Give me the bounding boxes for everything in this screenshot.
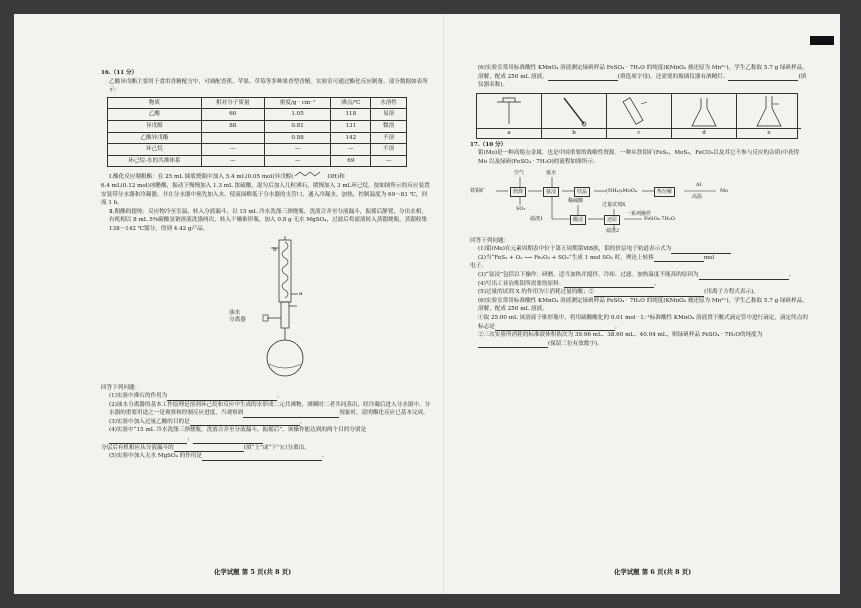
- answer-blank[interactable]: [671, 247, 731, 254]
- answer-blank[interactable]: [478, 341, 548, 348]
- step-1-body: 6.4 mL(0.12 mol)冰醋酸，振动下慢慢加入 1.3 mL 浓硫酸，混匀后加入几粒沸石，缓慢加入 3 mL环己烷，按如图所示的反应装置安装带分水器和冷凝器，并在分水器中预先加入水，使液面略低于分水器的支管口，通入冷凝水，加热，控制温度为 69～81 ℃，回流 1 h。: [101, 182, 430, 207]
- question-16-4-sep: ；: [187, 436, 193, 443]
- answer-blank[interactable]: [109, 437, 187, 444]
- question-16-5-text: (5)实验中加入无水 MgSO₄ 的作用是: [109, 453, 202, 460]
- reflux-apparatus-drawing: [101, 236, 431, 382]
- flow-ammonia: 氨水: [546, 169, 557, 176]
- table-cell: 环己烷: [108, 144, 202, 156]
- flow-mo: Mo: [720, 187, 729, 194]
- question-17-5-text: (5)过量的试剂 X 的作用为①消耗过量的酸；②: [478, 289, 595, 296]
- question-16-3: (3)实验中加入过量乙酸的目的是 。: [109, 418, 306, 425]
- process-flowchart: [470, 169, 810, 235]
- answer-blank[interactable]: [190, 419, 300, 426]
- question-17-3-text: (3)“氨浸”包括以下操作：研磨、适当加热并搅拌、冷却、过滤。加热温度不能高的原因为: [478, 271, 699, 278]
- question-16-4: [101, 426, 431, 443]
- option-e-cell[interactable]: [737, 94, 801, 138]
- option-e-label: e: [737, 128, 801, 137]
- question-16-6-text: (6)实验室常用标准酸性 KMnO₄ 溶液测定绿矾样品 FeSO₄ · 7H₂O 的纯度(KMnO₄ 被还原为 Mn²⁺)，学生乙称取 5.7 g 绿矾样品，溶解，配成 250 mL 溶液。: [478, 65, 808, 80]
- option-b-cell[interactable]: [542, 94, 607, 138]
- question-17-1-text: (1)钼(Mo)在元素周期表中位于第五周期第ⅥB族，钼的价层电子轨道表示式为: [478, 246, 672, 253]
- table-cell: 乙酸: [108, 109, 202, 121]
- question-17-5: [470, 288, 810, 297]
- table-cell: 不溶: [371, 132, 407, 144]
- question-16-4b: [101, 444, 431, 453]
- page-6-footer: 化学试题 第 6 页(共 8 页): [614, 568, 692, 576]
- table-cell: —: [331, 144, 371, 156]
- table-row: [108, 109, 407, 121]
- answer-intro-17: 回答下列问题：: [470, 237, 510, 244]
- question-17-title: 17.（10 分）: [470, 141, 507, 148]
- flow-ore: 铁钼矿: [470, 187, 486, 194]
- properties-table: [107, 97, 407, 168]
- suction-flask-icon: [737, 94, 801, 128]
- table-row: [108, 120, 407, 132]
- table-cell: 60: [201, 109, 264, 121]
- flow-high-temp: 高温: [692, 193, 703, 200]
- question-17-6-2-tail: (保留三位有效数字)。: [548, 340, 603, 347]
- flow-product: FeSO₄·7H₂O: [644, 215, 675, 222]
- question-17-6-2-text: ②三次实验所消耗的标准液体积依次为 39.96 mL、38.60 mL、40.04 mL，则绿矾样品 FeSO₄ · 7H₂O的纯度为: [478, 332, 763, 339]
- question-17-intro: 钼(Mo)是一种高熔点金属，也是中国重要的战略性资源。一种从铁钼矿(FeS₂，MoS₂，FeCO₃以及其它不参与反应的杂质)中获得 Mo 以及绿矾(FeSO₄ · 7H₂O)的流程如图所示：: [478, 150, 800, 165]
- separator-label: 油水 分离器: [229, 309, 246, 323]
- table-header-cell: 相对分子质量: [201, 97, 264, 109]
- question-16-4-text: (4)实验中“15 mL 冷水洗涤三颈烧瓶，洗液合并至分液漏斗，振摇后”，该操作能达到的两个目的分别是: [109, 427, 367, 434]
- answer-blank[interactable]: [564, 281, 654, 288]
- question-17-2: [470, 254, 810, 263]
- table-cell: —: [264, 144, 331, 156]
- question-16-title: 16.（11 分）: [101, 70, 138, 76]
- question-17-4-text: (4)写出工业冶炼钼所需要的原料：: [478, 280, 565, 287]
- right-page: [470, 64, 810, 348]
- table-cell: 69: [331, 155, 371, 167]
- table-cell: —: [264, 155, 331, 167]
- table-cell: 环己烷-水的共沸体系: [108, 155, 202, 167]
- thermometer-icon: [542, 94, 606, 128]
- option-b-label: b: [542, 128, 606, 137]
- question-16-intro: 乙酸异戊酯主要用于食用香精配方中，可调配香蕉、苹果、草莓等多种果香型香精。实验室可通过酯化反应制备，部分数据如表所示：: [109, 78, 428, 94]
- answer-blank[interactable]: [654, 255, 704, 262]
- table-cell: 不溶: [371, 144, 407, 156]
- table-row: [108, 155, 407, 167]
- question-17-5-tail: (用离子方程式表示)。: [704, 289, 759, 296]
- table-row: [108, 132, 407, 144]
- answer-blank[interactable]: [243, 411, 339, 418]
- question-16-3-text: (3)实验中加入过量乙酸的目的是: [109, 418, 190, 425]
- flow-crystal-box: 结晶: [574, 187, 590, 197]
- exam-sheet: [14, 14, 840, 594]
- flow-ammonia-leach-box: 氨浸: [543, 187, 559, 197]
- question-16-1-text: (1)实验中沸石的作用为: [109, 393, 168, 400]
- question-16-5: (5)实验中加入无水 MgSO₄ 的作用是 。: [109, 453, 328, 460]
- table-cell: —: [371, 155, 407, 167]
- isoamyl-alcohol-structure: [293, 170, 327, 178]
- answer-blank[interactable]: [495, 324, 615, 331]
- option-d-label: d: [672, 128, 736, 137]
- registration-mark: [810, 36, 834, 45]
- question-16-2-text: (2)油水分离器的基本工作原理是溶剂环己烷和反应中生成的水形成二元共沸物，沸腾时二者共同蒸出，经冷凝后进入分水器中。分水器的重要用途之一是观察和控制反应进度，当观察到: [109, 401, 431, 417]
- left-page: [101, 69, 431, 461]
- question-16-6-tail: (填选项字母)，还需要的玻璃仪器有酒精灯、: [617, 73, 729, 80]
- answer-blank[interactable]: [699, 273, 789, 280]
- question-17-2-unit: mol: [703, 254, 715, 261]
- flow-so2: SO₂: [516, 205, 526, 212]
- table-header-row: [108, 97, 407, 109]
- step-1-head: Ⅰ.酯化反应制粗酯：在 25 mL 圆底烧瓶中加入 5.4 mL(0.05 mol)异戊醇(: [109, 174, 294, 181]
- option-a-cell[interactable]: [477, 94, 542, 138]
- question-17-6-1: ①取 25.00 mL 该溶液于锥形瓶中，将用硫酸酸化的 0.01 mol · L⁻¹标准酸性 KMnO₄ 溶液置于酸式滴定管中进行滴定，滴定终点的标志是 。: [478, 314, 808, 330]
- question-16-6: [470, 64, 810, 90]
- question-17-6-1-text: ①取 25.00 mL 该溶液于锥形瓶中，将用硫酸酸化的 0.01 mol · L⁻¹标准酸性 KMnO₄ 溶液置于酸式滴定管中进行滴定，滴定终点的标志是: [478, 314, 808, 330]
- table-cell: 88: [201, 120, 264, 132]
- table-cell: 131: [331, 120, 371, 132]
- answer-blank[interactable]: [548, 74, 618, 81]
- page-5-footer: 化学试题 第 5 页(共 8 页): [214, 568, 292, 576]
- question-17-3: (3)“氨浸”包括以下操作：研磨、适当加热并搅拌、冷却、过滤。加热温度不能高的原因为 。: [478, 271, 795, 278]
- hydroxyl-label: OH: [327, 174, 337, 181]
- condenser-icon: [607, 94, 671, 128]
- step-1-tail: )和: [336, 174, 345, 181]
- page-fold: [443, 14, 444, 594]
- table-header-cell: 密度/g · cm⁻¹: [264, 97, 331, 109]
- table-cell: —: [201, 155, 264, 167]
- table-header-cell: 物质: [108, 97, 202, 109]
- question-16-6-tail2: (填仪器名称)。: [478, 73, 807, 89]
- flow-residue-1: 滤渣1: [530, 215, 544, 222]
- question-17-4: (4)写出工业冶炼钼所需要的原料： 。: [478, 280, 660, 287]
- reflux-apparatus-figure: [101, 236, 431, 382]
- label-a: a: [299, 290, 303, 297]
- answer-blank[interactable]: [167, 394, 277, 401]
- question-16-4b-text: 分层后有机相应从分液漏斗的: [101, 444, 174, 451]
- table-header-cell: 水溶性: [371, 97, 407, 109]
- flow-heat-box: 热分解: [654, 187, 675, 197]
- table-cell: 118: [331, 109, 371, 121]
- adapter-icon: [477, 94, 541, 128]
- erlenmeyer-flask-icon: [672, 94, 736, 128]
- answer-intro: 回答下列问题：: [101, 384, 141, 391]
- flow-series-ops: 一系列操作: [626, 210, 652, 217]
- answer-blank[interactable]: [193, 437, 263, 444]
- answer-blank[interactable]: [594, 290, 704, 297]
- flow-residue-2: 滤渣2: [606, 227, 620, 234]
- table-cell: 乙酸异戊酯: [108, 132, 202, 144]
- label-b: b: [273, 246, 277, 253]
- table-header-cell: 沸点/℃: [331, 97, 371, 109]
- flow-excess-x: 过量试剂X: [602, 201, 626, 208]
- answer-blank[interactable]: [202, 454, 322, 461]
- question-17-2-text: (2)当“FeS₂ + O₂ ⟶ Fe₂O₃ + SO₂”生成 1 mol SO₂ 时，理论上转移: [478, 254, 654, 261]
- flow-reduce-box: 还原: [604, 215, 620, 225]
- question-17-6: (6)实验室常用标准酸性 KMnO₄ 溶液测定绿矾样品 FeSO₄ · 7H₂O 的纯度(KMnO₄ 被还原为 Mn²⁺)，学生乙称取 5.7 g 绿矾样品，溶解，配成 250 mL 溶液。: [478, 297, 808, 313]
- question-16-1: (1)实验中沸石的作用为 。: [109, 393, 283, 400]
- question-16-2-tail: 现象时，说明酯化反应已基本完成。: [339, 410, 429, 417]
- answer-blank[interactable]: [174, 445, 244, 452]
- question-17-2-tail: 电子。: [470, 263, 487, 270]
- flowchart-arrows: [470, 169, 810, 235]
- option-c-cell[interactable]: [607, 94, 672, 138]
- table-cell: 142: [331, 132, 371, 144]
- table-row: [108, 144, 407, 156]
- distillation-options: [476, 93, 798, 139]
- question-16-4b-tail: (填“上”或“下”)口分离出。: [243, 444, 310, 451]
- table-cell: —: [201, 144, 264, 156]
- flow-air: 空气: [514, 169, 525, 176]
- answer-blank[interactable]: [728, 74, 798, 81]
- flow-ammonium-molybdate: (NH₄)₂MoO₄: [606, 187, 637, 194]
- flow-acid-leach-box: 酸浸: [570, 215, 586, 225]
- flow-roast-box: 焙烧: [510, 187, 526, 197]
- option-c-label: c: [607, 128, 671, 137]
- table-cell: 微溶: [371, 120, 407, 132]
- flow-acid: 稀硫酸: [568, 197, 584, 204]
- step-2-text: Ⅱ.粗酯的提纯：反应物冷至室温，转入分液漏斗，以 15 mL 冷水洗涤三颈烧瓶，洗液合并至分液漏斗，振摇后静置，分出水相，有机相以 8 mL 5%碳酸氢钠溶液洗涤两次，转入干燥锥形瓶，加入 0.8 g 无水 MgSO₄，过滤后将滤液转入蒸馏烧瓶，蒸馏收集 138～142 ℃馏分，得到 4.42 g产品。: [109, 208, 428, 232]
- table-cell: 易溶: [371, 109, 407, 121]
- question-16-2: [101, 401, 431, 418]
- table-cell: 1.05: [264, 109, 331, 121]
- table-cell: [201, 132, 264, 144]
- question-17-1: [470, 245, 810, 254]
- option-a-label: a: [477, 128, 541, 137]
- step-1-text: [101, 170, 431, 182]
- flow-al: Al: [696, 181, 702, 188]
- question-17-6-2: [470, 331, 810, 348]
- table-cell: 0.88: [264, 132, 331, 144]
- table-cell: 0.81: [264, 120, 331, 132]
- table-cell: 异戊醇: [108, 120, 202, 132]
- option-d-cell[interactable]: [672, 94, 737, 138]
